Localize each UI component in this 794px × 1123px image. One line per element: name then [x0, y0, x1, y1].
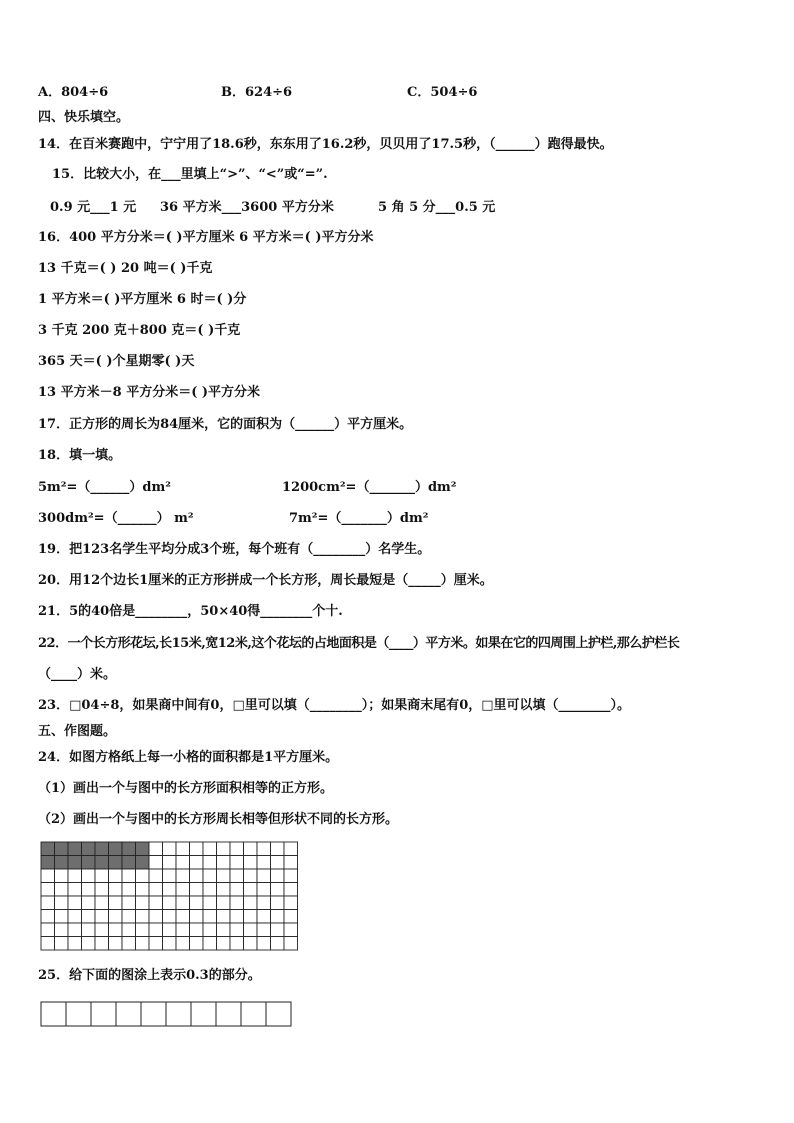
grid-cell	[55, 937, 69, 951]
grid-cell	[284, 856, 298, 870]
grid-cell	[244, 937, 258, 951]
strip-cell	[241, 1002, 266, 1026]
grid-cell	[176, 856, 190, 870]
question-18: 18．填一填。	[38, 448, 122, 463]
strip-cell	[141, 1002, 166, 1026]
strip-cell	[66, 1002, 91, 1026]
grid-cell	[203, 923, 217, 937]
grid-cell	[136, 869, 150, 883]
choice-b: B．624÷6	[221, 85, 293, 100]
grid-cell	[41, 883, 55, 897]
grid-cell	[95, 910, 109, 924]
grid-cell	[136, 883, 150, 897]
q16-line-3: 1 平方米＝( )平方厘米 6 时＝( )分	[38, 292, 247, 307]
question-23: 23．□04÷8，如果商中间有0，□里可以填（________）；如果商末尾有0，□里可以填（________）。	[38, 698, 631, 713]
grid-cell	[244, 883, 258, 897]
grid-cell	[149, 883, 163, 897]
question-20: 20．用12个边长1厘米的正方形拼成一个长方形，周长最短是（_____）厘米。	[38, 573, 493, 588]
grid-cell	[68, 869, 82, 883]
grid-cell	[149, 856, 163, 870]
grid-cell	[190, 842, 204, 856]
grid-cell	[244, 896, 258, 910]
shaded-rectangle-cell	[122, 856, 136, 870]
grid-cell	[217, 842, 231, 856]
grid-cell	[176, 896, 190, 910]
grid-cell	[257, 896, 271, 910]
question-24: 24．如图方格纸上每一小格的面积都是1平方厘米。	[38, 750, 339, 765]
grid-cell	[136, 910, 150, 924]
question-25: 25．给下面的图涂上表示0.3的部分。	[38, 968, 261, 983]
grid-cell	[203, 869, 217, 883]
q16-line-4: 3 千克 200 克＋800 克＝( )千克	[38, 323, 241, 338]
grid-cell	[190, 923, 204, 937]
grid-cell	[136, 896, 150, 910]
grid-cell	[149, 923, 163, 937]
section-4-heading: 四、快乐填空。	[38, 110, 130, 125]
grid-cell	[149, 910, 163, 924]
grid-cell	[284, 842, 298, 856]
grid-cell	[176, 883, 190, 897]
grid-cell	[230, 883, 244, 897]
grid-cell	[190, 856, 204, 870]
grid-cell	[203, 842, 217, 856]
grid-cell	[122, 923, 136, 937]
grid-cell	[271, 842, 285, 856]
grid-cell	[271, 869, 285, 883]
grid-cell	[68, 896, 82, 910]
question-21: 21．5的40倍是________，50×40得________个十.	[38, 604, 343, 619]
grid-cell	[176, 842, 190, 856]
strip-cell	[116, 1002, 141, 1026]
grid-cell	[217, 896, 231, 910]
grid-cell	[230, 923, 244, 937]
grid-cell	[149, 869, 163, 883]
grid-cell	[163, 896, 177, 910]
grid-cell	[257, 856, 271, 870]
choice-a: A．804÷6	[38, 85, 109, 100]
grid-cell	[284, 923, 298, 937]
question-24-part-2: （2）画出一个与图中的长方形周长相等但形状不同的长方形。	[38, 812, 399, 827]
grid-cell	[271, 937, 285, 951]
grid-cell	[55, 896, 69, 910]
grid-cell	[41, 869, 55, 883]
shaded-rectangle-cell	[136, 842, 150, 856]
grid-cell	[203, 910, 217, 924]
grid-cell	[244, 923, 258, 937]
shaded-rectangle-cell	[95, 856, 109, 870]
grid-cell	[257, 869, 271, 883]
grid-cell	[136, 937, 150, 951]
strip-cell	[191, 1002, 216, 1026]
grid-cell	[109, 869, 123, 883]
question-15: 15．比较大小，在___里填上“>”、“<”或“=”.	[52, 167, 328, 182]
grid-cell	[82, 883, 96, 897]
shaded-rectangle-cell	[109, 842, 123, 856]
grid-cell	[109, 937, 123, 951]
grid-cell	[163, 842, 177, 856]
shaded-rectangle-cell	[41, 842, 55, 856]
grid-cell	[68, 937, 82, 951]
question-24-part-1: （1）画出一个与图中的长方形面积相等的正方形。	[38, 781, 334, 796]
grid-cell	[203, 856, 217, 870]
grid-cell	[257, 910, 271, 924]
grid-cell	[176, 869, 190, 883]
q15-item-a: 0.9 元___1 元	[50, 200, 137, 215]
grid-cell	[109, 923, 123, 937]
grid-cell	[163, 923, 177, 937]
grid-cell	[244, 842, 258, 856]
question-22-line-1: 22．一个长方形花坛,长15米,宽12米,这个花坛的占地面积是（____）平方米。如果在它的四周围上护栏,那么护栏长	[38, 636, 680, 651]
grid-cell	[55, 923, 69, 937]
shaded-rectangle-cell	[95, 842, 109, 856]
q24-grid-paper	[40, 841, 304, 951]
q18-item-b: 1200cm²=（_______）dm²	[282, 480, 457, 495]
grid-cell	[203, 896, 217, 910]
grid-cell	[41, 923, 55, 937]
grid-cell	[41, 896, 55, 910]
strip-cell	[216, 1002, 241, 1026]
grid-cell	[82, 910, 96, 924]
grid-cell	[82, 896, 96, 910]
grid-cell	[82, 937, 96, 951]
grid-cell	[95, 896, 109, 910]
shaded-rectangle-cell	[55, 856, 69, 870]
shaded-rectangle-cell	[82, 842, 96, 856]
q16-line-1: 16．400 平方分米＝( )平方厘米 6 平方米＝( )平方分米	[38, 230, 374, 245]
grid-cell	[122, 869, 136, 883]
shaded-rectangle-cell	[136, 856, 150, 870]
grid-cell	[271, 856, 285, 870]
grid-cell	[82, 869, 96, 883]
strip-cell	[91, 1002, 116, 1026]
grid-cell	[257, 937, 271, 951]
q15-item-b: 36 平方米___3600 平方分米	[160, 200, 334, 215]
grid-cell	[244, 869, 258, 883]
shaded-rectangle-cell	[82, 856, 96, 870]
grid-cell	[41, 910, 55, 924]
grid-cell	[95, 937, 109, 951]
grid-cell	[271, 923, 285, 937]
grid-cell	[257, 923, 271, 937]
grid-cell	[136, 923, 150, 937]
grid-cell	[176, 910, 190, 924]
q25-strip	[40, 1001, 292, 1028]
grid-cell	[217, 937, 231, 951]
grid-cell	[284, 869, 298, 883]
grid-cell	[217, 883, 231, 897]
grid-cell	[284, 937, 298, 951]
grid-cell	[257, 842, 271, 856]
grid-cell	[217, 856, 231, 870]
grid-cell	[244, 910, 258, 924]
grid-cell	[230, 910, 244, 924]
grid-cell	[68, 923, 82, 937]
grid-cell	[122, 896, 136, 910]
shaded-rectangle-cell	[41, 856, 55, 870]
grid-cell	[149, 896, 163, 910]
q18-item-c: 300dm²=（______） m²	[38, 511, 194, 526]
grid-cell	[163, 869, 177, 883]
strip-cell	[166, 1002, 191, 1026]
grid-cell	[190, 869, 204, 883]
grid-cell	[190, 937, 204, 951]
question-22-line-2: （____）米。	[38, 667, 117, 682]
strip-cell	[266, 1002, 291, 1026]
question-14: 14．在百米赛跑中，宁宁用了18.6秒，东东用了16.2秒，贝贝用了17.5秒，（______）跑得最快。	[38, 137, 613, 152]
grid-cell	[95, 923, 109, 937]
grid-cell	[190, 896, 204, 910]
grid-cell	[230, 842, 244, 856]
grid-cell	[230, 856, 244, 870]
grid-cell	[230, 869, 244, 883]
section-5-heading: 五、作图题。	[38, 724, 117, 739]
q16-line-6: 13 平方米－8 平方分米＝( )平方分米	[38, 385, 261, 400]
grid-cell	[257, 883, 271, 897]
grid-cell	[284, 910, 298, 924]
q16-line-5: 365 天＝( )个星期零( )天	[38, 354, 195, 369]
grid-cell	[109, 896, 123, 910]
grid-cell	[68, 910, 82, 924]
grid-cell	[68, 883, 82, 897]
grid-cell	[176, 923, 190, 937]
grid-cell	[203, 883, 217, 897]
grid-cell	[163, 937, 177, 951]
grid-cell	[163, 883, 177, 897]
grid-cell	[122, 883, 136, 897]
question-19: 19．把123名学生平均分成3个班，每个班有（________）名学生。	[38, 542, 431, 557]
grid-cell	[217, 869, 231, 883]
grid-cell	[95, 883, 109, 897]
grid-cell	[271, 910, 285, 924]
grid-cell	[230, 937, 244, 951]
grid-cell	[163, 910, 177, 924]
grid-cell	[122, 910, 136, 924]
strip-cell	[41, 1002, 66, 1026]
grid-cell	[190, 883, 204, 897]
q18-item-a: 5m²=（______）dm²	[38, 480, 171, 495]
grid-cell	[217, 910, 231, 924]
grid-cell	[163, 856, 177, 870]
grid-cell	[284, 883, 298, 897]
grid-cell	[82, 923, 96, 937]
grid-cell	[55, 910, 69, 924]
shaded-rectangle-cell	[55, 842, 69, 856]
grid-cell	[55, 883, 69, 897]
grid-cell	[244, 856, 258, 870]
shaded-rectangle-cell	[122, 842, 136, 856]
grid-cell	[176, 937, 190, 951]
grid-cell	[122, 937, 136, 951]
grid-cell	[149, 842, 163, 856]
grid-cell	[190, 910, 204, 924]
choice-c: C．504÷6	[407, 85, 478, 100]
grid-cell	[55, 869, 69, 883]
grid-cell	[109, 910, 123, 924]
grid-cell	[284, 896, 298, 910]
grid-cell	[271, 896, 285, 910]
q18-item-d: 7m²=（_______）dm²	[289, 511, 429, 526]
grid-cell	[230, 896, 244, 910]
grid-cell	[109, 883, 123, 897]
grid-cell	[41, 937, 55, 951]
shaded-rectangle-cell	[109, 856, 123, 870]
q16-line-2: 13 千克＝( ) 20 吨＝( )千克	[38, 261, 213, 276]
grid-cell	[95, 869, 109, 883]
grid-cell	[149, 937, 163, 951]
shaded-rectangle-cell	[68, 856, 82, 870]
q15-item-c: 5 角 5 分___0.5 元	[378, 200, 496, 215]
grid-cell	[217, 923, 231, 937]
grid-cell	[271, 883, 285, 897]
grid-cell	[203, 937, 217, 951]
question-17: 17．正方形的周长为84厘米，它的面积为（______）平方厘米。	[38, 417, 413, 432]
shaded-rectangle-cell	[68, 842, 82, 856]
